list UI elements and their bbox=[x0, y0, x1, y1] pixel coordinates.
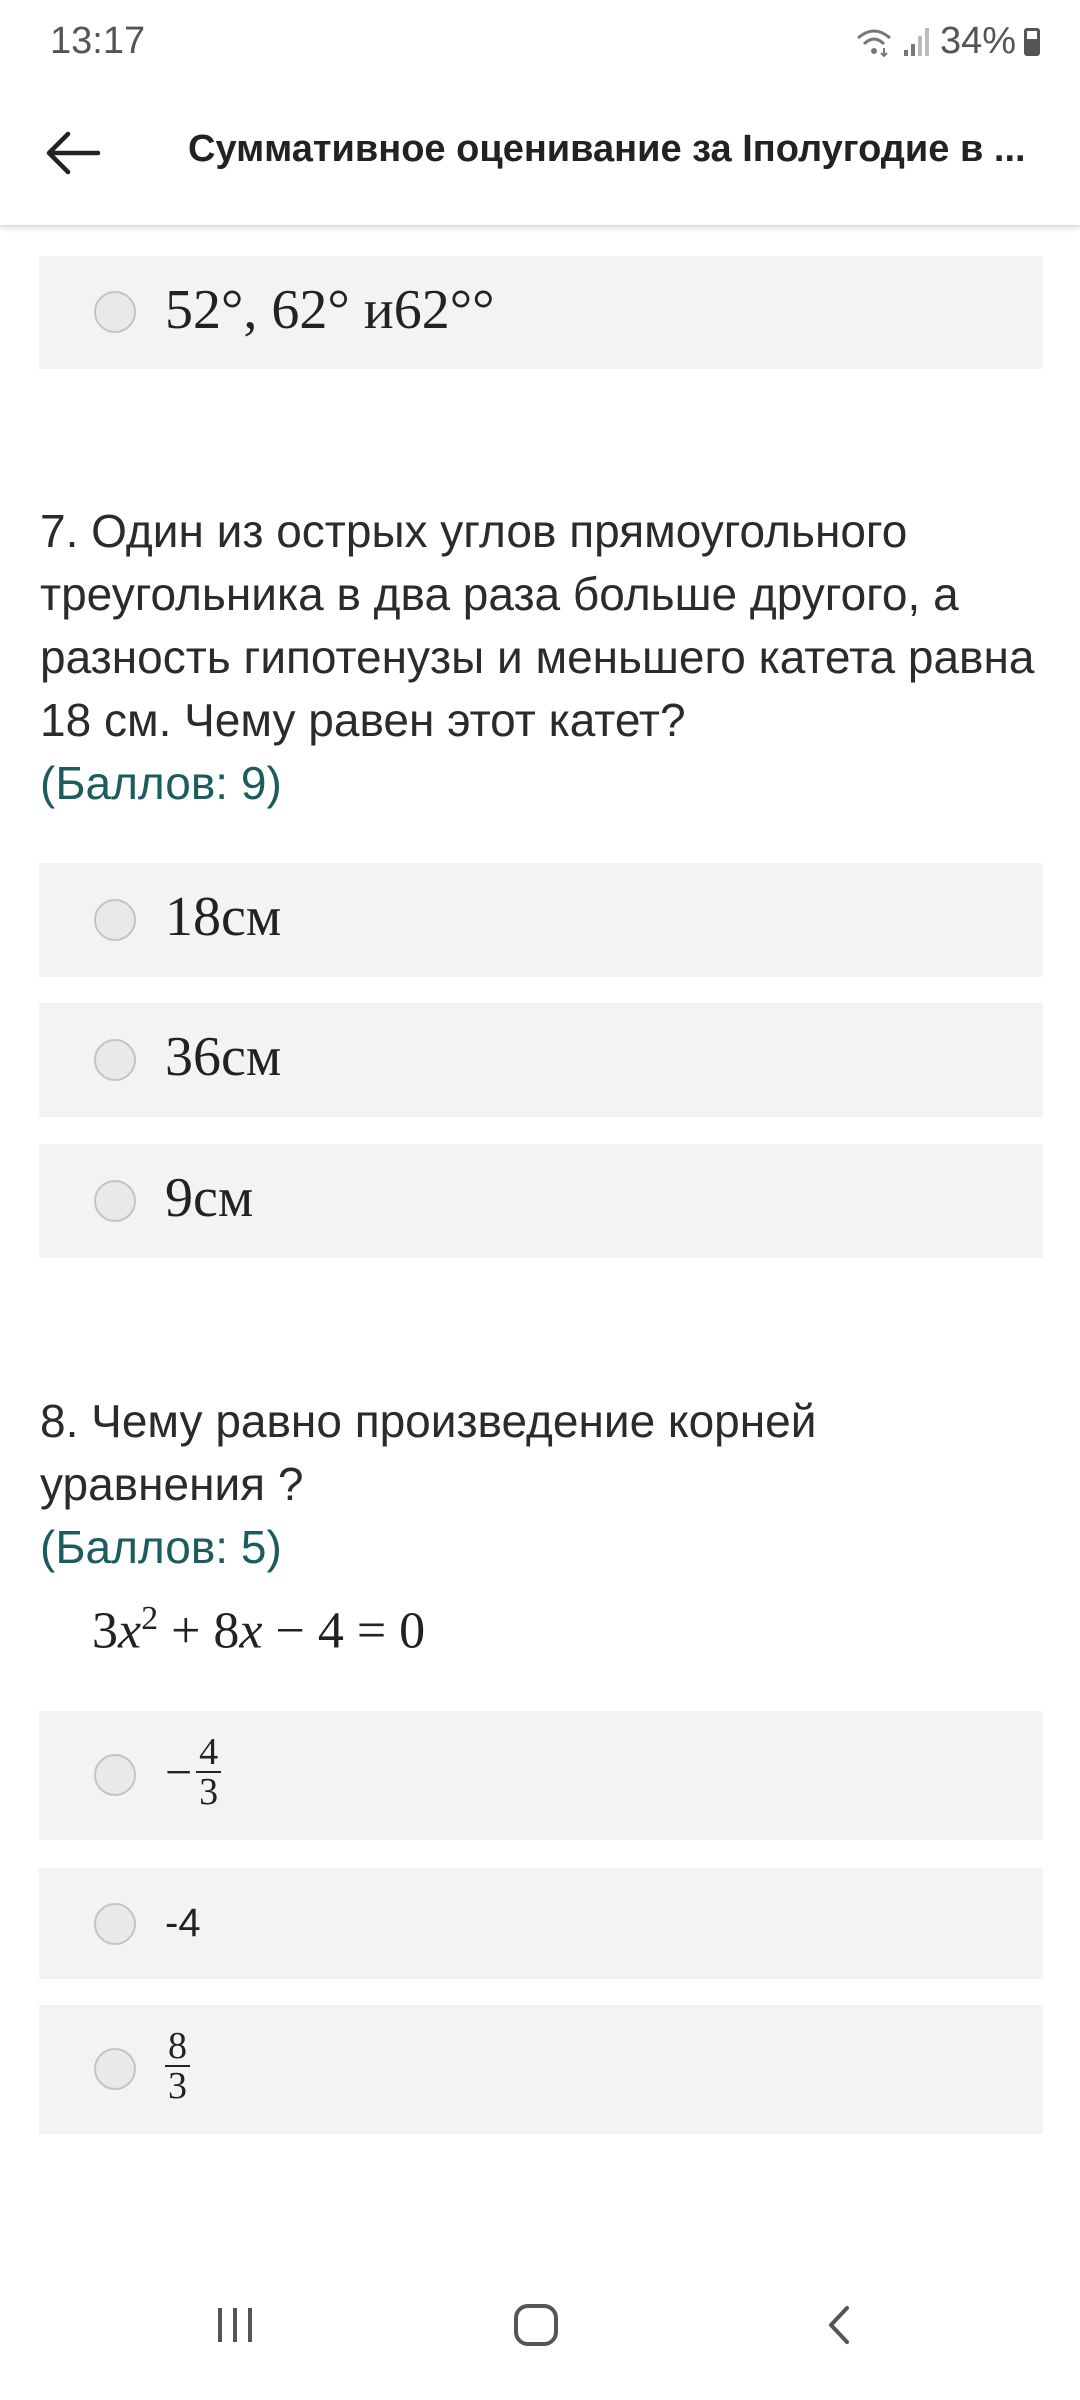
radio-button[interactable] bbox=[94, 899, 136, 941]
answer-option[interactable] bbox=[39, 2005, 1043, 2134]
option-label: -4 bbox=[165, 1901, 201, 1945]
answer-option[interactable] bbox=[39, 863, 1043, 977]
question-7 bbox=[40, 500, 1050, 815]
fraction-denominator: 3 bbox=[199, 1771, 219, 1813]
battery-percent: 34% bbox=[939, 20, 1016, 62]
page-title: Суммативное оценивание за Iполугодие в ... bbox=[188, 128, 1026, 170]
radio-button[interactable] bbox=[94, 1039, 136, 1081]
question-points: (Баллов: 9) bbox=[40, 757, 282, 809]
fraction-sign: − bbox=[165, 1745, 193, 1799]
fraction bbox=[196, 1733, 221, 1811]
battery-icon bbox=[1024, 28, 1040, 56]
wifi-icon bbox=[854, 26, 894, 58]
answer-option[interactable] bbox=[39, 1711, 1043, 1840]
question-points: (Баллов: 5) bbox=[40, 1521, 282, 1573]
status-bar bbox=[0, 0, 1080, 80]
arrow-left-icon bbox=[40, 120, 106, 186]
answer-option[interactable] bbox=[39, 256, 1043, 369]
question-text: Чему равно произведение корней уравнения ? bbox=[40, 1395, 817, 1510]
option-label: 18см bbox=[165, 886, 282, 948]
fraction-denominator: 3 bbox=[168, 2065, 187, 2107]
app-bar bbox=[0, 80, 1080, 227]
equation bbox=[92, 1600, 425, 1660]
option-label bbox=[165, 2027, 190, 2105]
status-time: 13:17 bbox=[50, 20, 146, 62]
answer-option[interactable] bbox=[39, 1144, 1043, 1258]
question-text: Один из острых углов прямоугольного треугольника в два раза больше другого, а разность гипотенузы и меньшего катета равна 18 см. Чему равен этот катет? bbox=[40, 505, 1035, 746]
fraction bbox=[165, 2027, 190, 2105]
answer-option[interactable] bbox=[39, 1868, 1043, 1979]
question-number: 7. bbox=[40, 505, 79, 557]
radio-button[interactable] bbox=[94, 291, 136, 333]
radio-button[interactable] bbox=[94, 1754, 136, 1796]
option-label: 9см bbox=[165, 1167, 254, 1229]
recent-apps-icon[interactable] bbox=[210, 2300, 260, 2350]
option-label: 52°, 62° и62°° bbox=[165, 279, 495, 341]
question-number: 8. bbox=[40, 1395, 79, 1447]
fraction-numerator: 8 bbox=[165, 2027, 190, 2067]
option-label: 36см bbox=[165, 1026, 282, 1088]
home-icon[interactable] bbox=[508, 2300, 564, 2350]
radio-button[interactable] bbox=[94, 1903, 136, 1945]
eq-exp: 2 bbox=[141, 1600, 159, 1637]
eq-var2: x bbox=[239, 1602, 263, 1660]
eq-rest: + 8 bbox=[158, 1602, 240, 1660]
eq-var: x bbox=[118, 1602, 142, 1660]
status-icons bbox=[854, 20, 1040, 63]
eq-tail: − 4 = 0 bbox=[262, 1602, 426, 1660]
radio-button[interactable] bbox=[94, 1180, 136, 1222]
answer-option[interactable] bbox=[39, 1003, 1043, 1117]
back-nav-icon[interactable] bbox=[815, 2300, 865, 2350]
question-8 bbox=[40, 1390, 1050, 1579]
fraction-numerator: 4 bbox=[196, 1733, 221, 1773]
navigation-bar bbox=[0, 2260, 1080, 2400]
radio-button[interactable] bbox=[94, 2048, 136, 2090]
option-label bbox=[165, 1733, 221, 1811]
back-button[interactable] bbox=[40, 120, 106, 186]
signal-icon bbox=[902, 26, 932, 58]
eq-coef: 3 bbox=[92, 1602, 118, 1660]
